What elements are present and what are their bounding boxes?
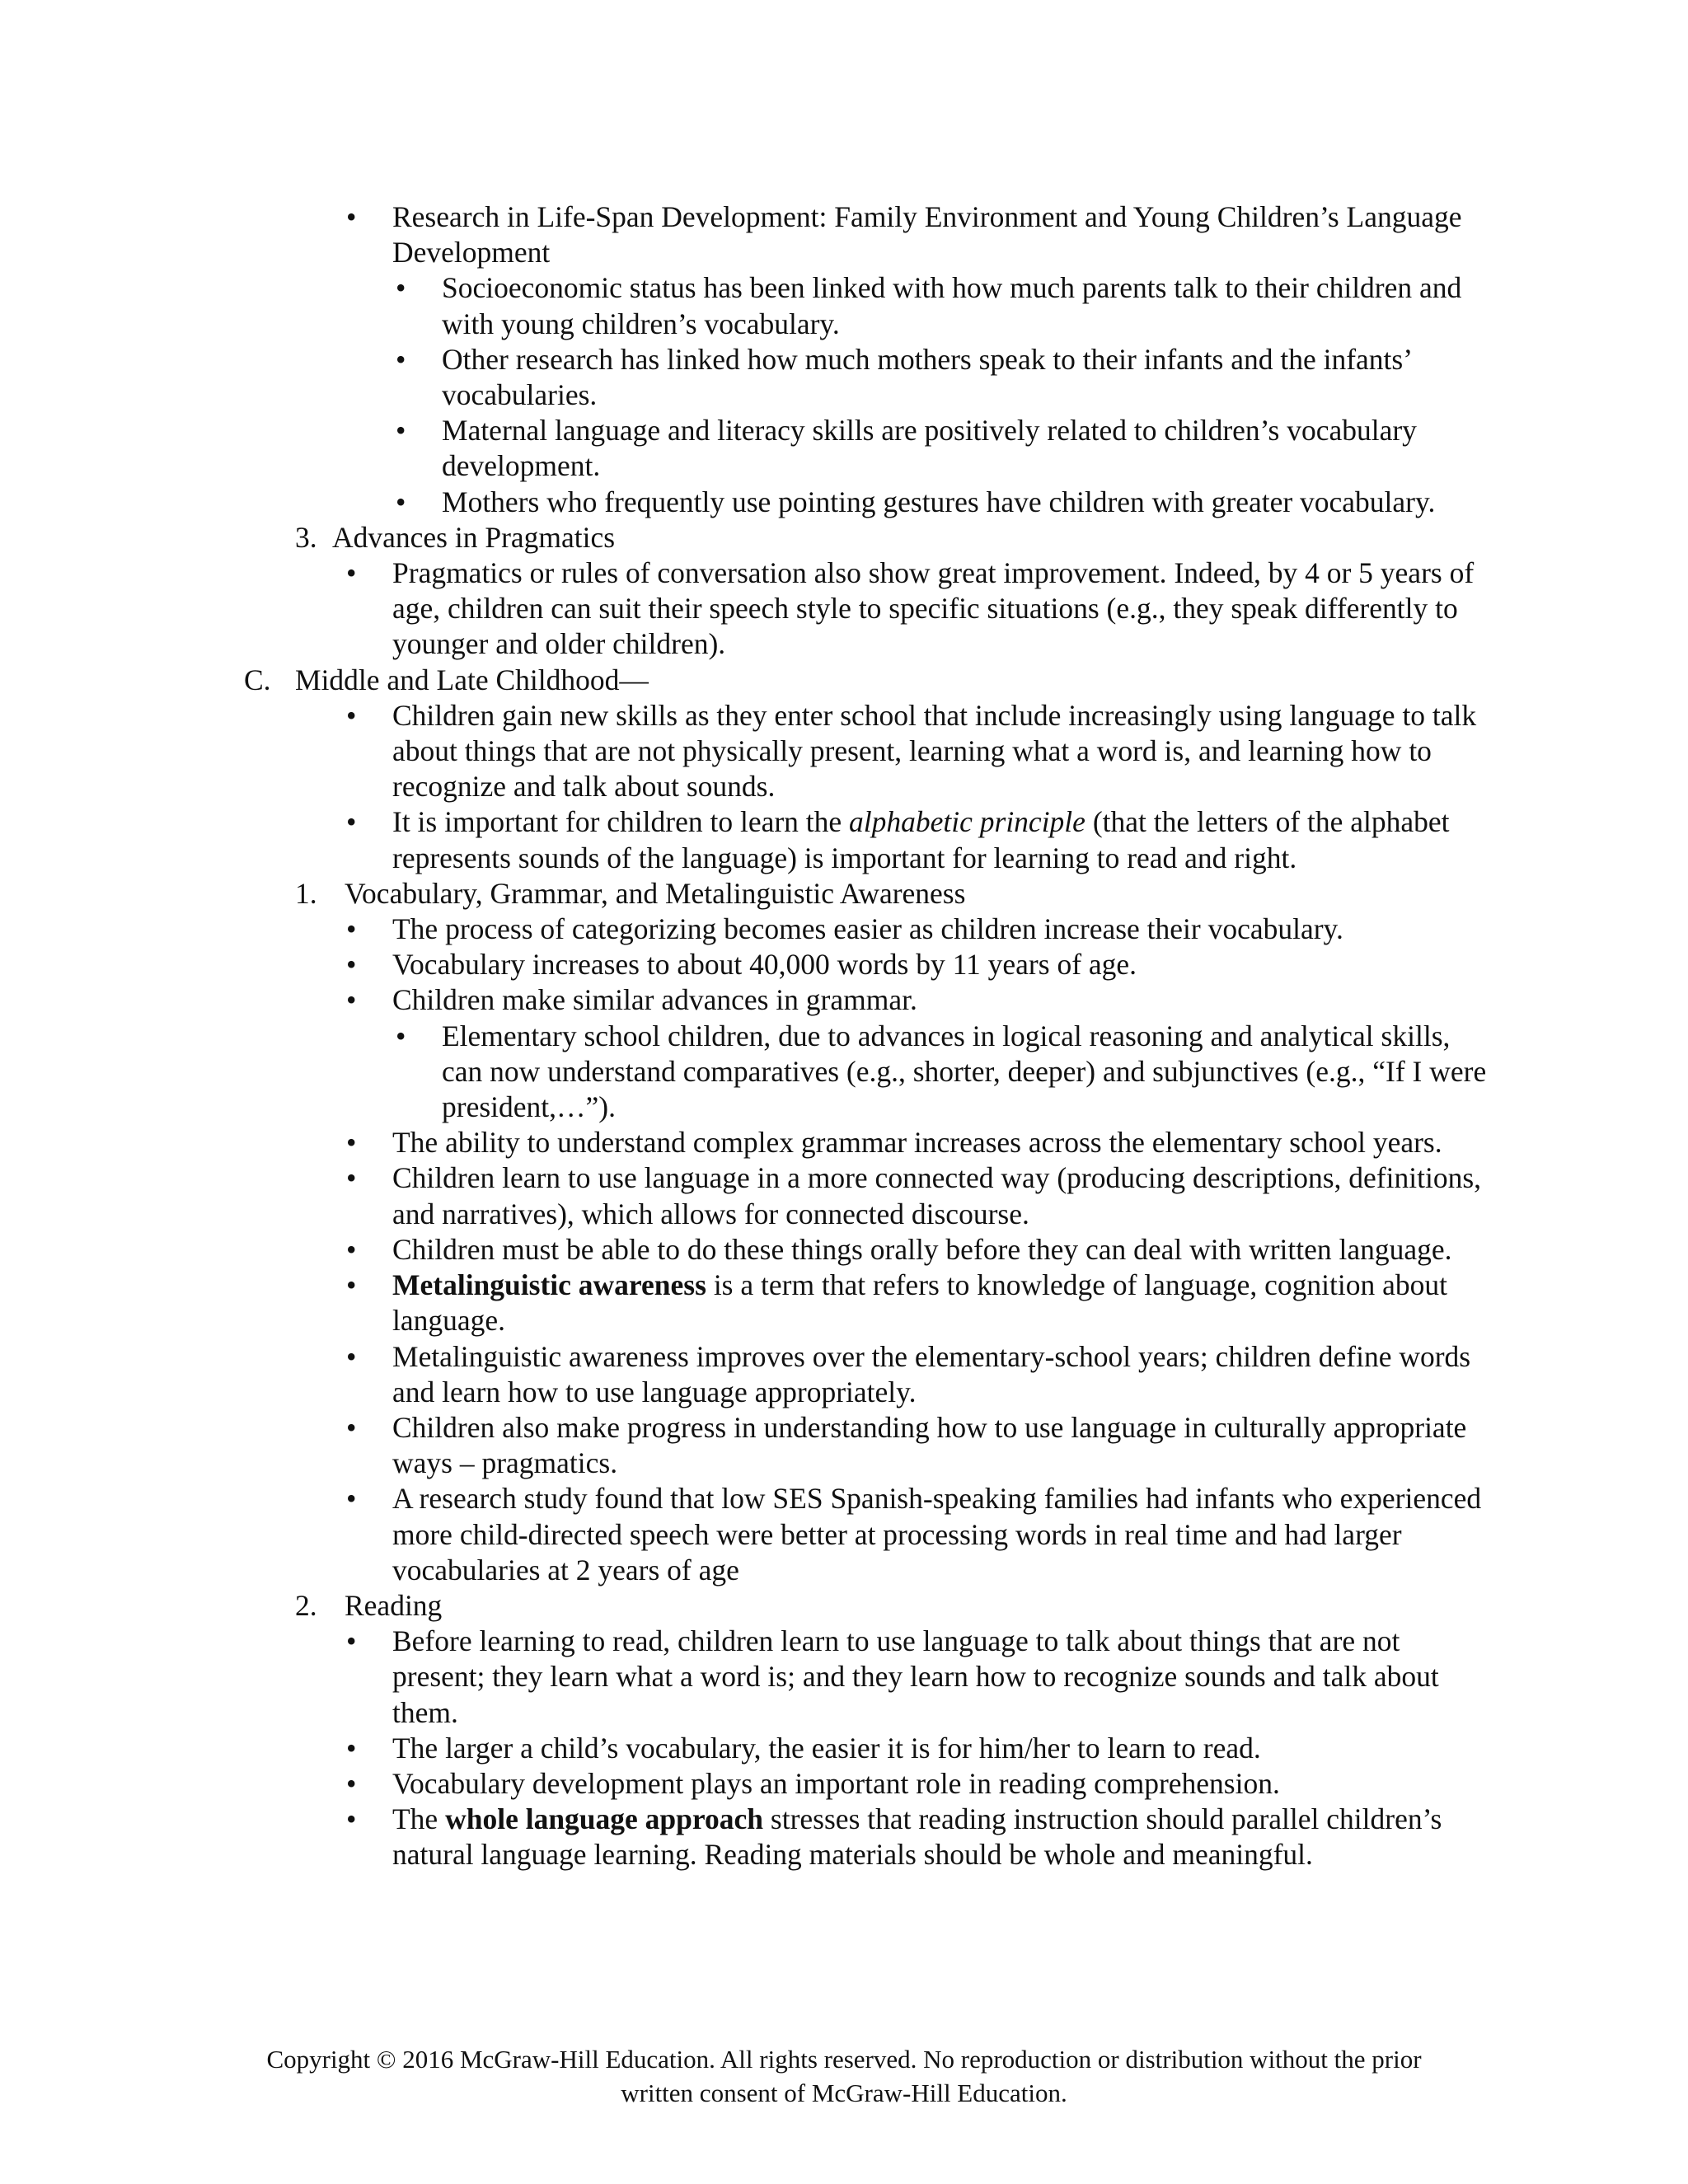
list-item [0, 804, 1489, 875]
list-item-text: Vocabulary increases to about 40,000 words by 11 years of age. [392, 948, 1137, 982]
list-item-text: Children must be able to do these things orally before they can deal with written language. [392, 1232, 1452, 1266]
bullet-icon: • [346, 1126, 357, 1160]
sub-list-item [0, 342, 1489, 413]
list-item [0, 1125, 1489, 1160]
bullet-icon: • [346, 1766, 357, 1800]
list-item-text [392, 805, 1450, 874]
list-item [0, 1339, 1489, 1410]
bullet-icon: • [346, 1731, 357, 1765]
text-run: stresses that reading instruction should parallel children’s natural language learning. Reading materials should be whole and meaningful. [392, 1802, 1442, 1872]
bullet-icon: • [346, 556, 357, 590]
list-item-text: Children also make progress in understanding how to use language in culturally appropriate ways – pragmatics. [392, 1410, 1467, 1480]
bold-term: whole language approach [445, 1802, 764, 1836]
sub-list-item [0, 1019, 1489, 1126]
list-number: 2. [295, 1588, 317, 1622]
numbered-heading-pragmatics [0, 520, 1486, 555]
bullet-icon: • [346, 1624, 357, 1658]
list-item-text: Pragmatics or rules of conversation also show great improvement. Indeed, by 4 or 5 years of age, children can suit their speech style to specific situations (e.g., they speak differently to younger and older children). [392, 556, 1475, 661]
list-number: 3. [295, 520, 317, 554]
bullet-icon: • [396, 485, 406, 518]
bullet-icon: • [346, 1482, 357, 1516]
copyright-footer [0, 2042, 1688, 2110]
bullet-icon: • [396, 271, 406, 305]
list-item-text: Elementary school children, due to advances in logical reasoning and analytical skills, can now understand comparatives (e.g., shorter, deeper) and subjunctives (e.g., “If I were president,…”). [442, 1019, 1487, 1124]
bullet-icon: • [346, 805, 357, 839]
bullet-icon: • [396, 414, 406, 448]
sub-list-item [0, 413, 1489, 484]
list-item-text [392, 1268, 1447, 1337]
text-run: is a term that refers to knowledge of language, cognition about language. [392, 1268, 1447, 1338]
list-number: 1. [295, 876, 317, 910]
list-item-text: Other research has linked how much mothers speak to their infants and the infants’ vocabularies. [442, 342, 1411, 412]
list-item-text [392, 1802, 1442, 1871]
list-item-text: Children learn to use language in a more connected way (producing descriptions, definitions, and narratives), which allows for connected discourse. [392, 1161, 1482, 1230]
list-item-text: The process of categorizing becomes easier as children increase their vocabulary. [392, 912, 1343, 946]
numbered-heading-reading [0, 1588, 1498, 1624]
bullet-icon: • [346, 200, 357, 233]
list-item [0, 1268, 1489, 1338]
italic-term: alphabetic principle [849, 805, 1085, 839]
bullet-icon: • [346, 1802, 357, 1836]
list-item [0, 1160, 1489, 1231]
list-item-text: Before learning to read, children learn to use language to talk about things that are not present; they learn what a word is; and they learn how to recognize sounds and talk about them. [392, 1624, 1439, 1729]
list-item [0, 1766, 1489, 1802]
outline-content [0, 199, 1688, 1873]
list-item [0, 555, 1489, 663]
list-item-text: Maternal language and literacy skills are positively related to children’s vocabulary development. [442, 414, 1417, 483]
bullet-icon: • [346, 948, 357, 982]
bullet-icon: • [346, 1268, 357, 1302]
bullet-icon: • [396, 1019, 406, 1052]
sub-list-item [0, 485, 1489, 520]
list-item [0, 982, 1489, 1018]
bullet-icon: • [346, 1161, 357, 1195]
bullet-icon: • [346, 1339, 357, 1373]
heading-text: Reading [345, 1588, 443, 1622]
text-run: (that the letters of the alphabet represents sounds of the language) is important for learning to read and right. [392, 805, 1450, 874]
heading-text: Advances in Pragmatics [332, 520, 616, 554]
footer-line: written consent of McGraw-Hill Education. [621, 2079, 1067, 2107]
numbered-heading-vocabulary [0, 876, 1498, 912]
list-item [0, 1731, 1489, 1766]
list-item [0, 1481, 1489, 1588]
list-item [0, 1624, 1489, 1731]
list-item-text: Research in Life-Span Development: Family Environment and Young Children’s Language Development [392, 200, 1462, 269]
list-item [0, 1410, 1489, 1481]
list-item-text: Socioeconomic status has been linked with how much parents talk to their children and with young children’s vocabulary. [442, 271, 1462, 340]
list-item-text: The larger a child’s vocabulary, the easier it is for him/her to learn to read. [392, 1731, 1261, 1765]
list-item-text: Children make similar advances in grammar. [392, 983, 917, 1017]
section-heading-c [0, 663, 1482, 698]
footer-line: Copyright © 2016 McGraw-Hill Education. All rights reserved. No reproduction or distribution without the prior [266, 2045, 1422, 2074]
list-item-text: Mothers who frequently use pointing gestures have children with greater vocabulary. [442, 485, 1436, 518]
bullet-icon: • [396, 342, 406, 376]
list-item-text: A research study found that low SES Spanish-speaking families had infants who experienced more child-directed speech were better at processing words in real time and had larger vocabularies at 2 years of age [392, 1482, 1482, 1586]
list-item-text: Metalinguistic awareness improves over the elementary-school years; children define words and learn how to use language appropriately. [392, 1339, 1471, 1408]
text-run: It is important for children to learn the [392, 805, 850, 839]
list-item [0, 947, 1489, 982]
sub-list-item [0, 270, 1489, 341]
list-item [0, 1232, 1489, 1268]
heading-text: Vocabulary, Grammar, and Metalinguistic Awareness [345, 876, 966, 910]
text-run: The [392, 1802, 446, 1836]
bullet-icon: • [346, 698, 357, 732]
bullet-icon: • [346, 1410, 357, 1444]
bullet-icon: • [346, 1232, 357, 1266]
list-item [0, 199, 1489, 270]
bullet-icon: • [346, 912, 357, 946]
list-item [0, 1802, 1489, 1872]
list-item [0, 912, 1489, 947]
heading-text: Middle and Late Childhood— [295, 663, 649, 696]
list-item [0, 698, 1489, 805]
list-item-text: The ability to understand complex grammar increases across the elementary school years. [392, 1126, 1442, 1160]
list-item-text: Vocabulary development plays an important role in reading comprehension. [392, 1766, 1280, 1800]
bold-term: Metalinguistic awareness [392, 1268, 706, 1302]
bullet-icon: • [346, 983, 357, 1017]
section-letter: C. [244, 663, 271, 696]
list-item-text: Children gain new skills as they enter school that include increasingly using language to talk about things that are not physically present, learning what a word is, and learning how to recognize and talk about sounds. [392, 698, 1477, 804]
